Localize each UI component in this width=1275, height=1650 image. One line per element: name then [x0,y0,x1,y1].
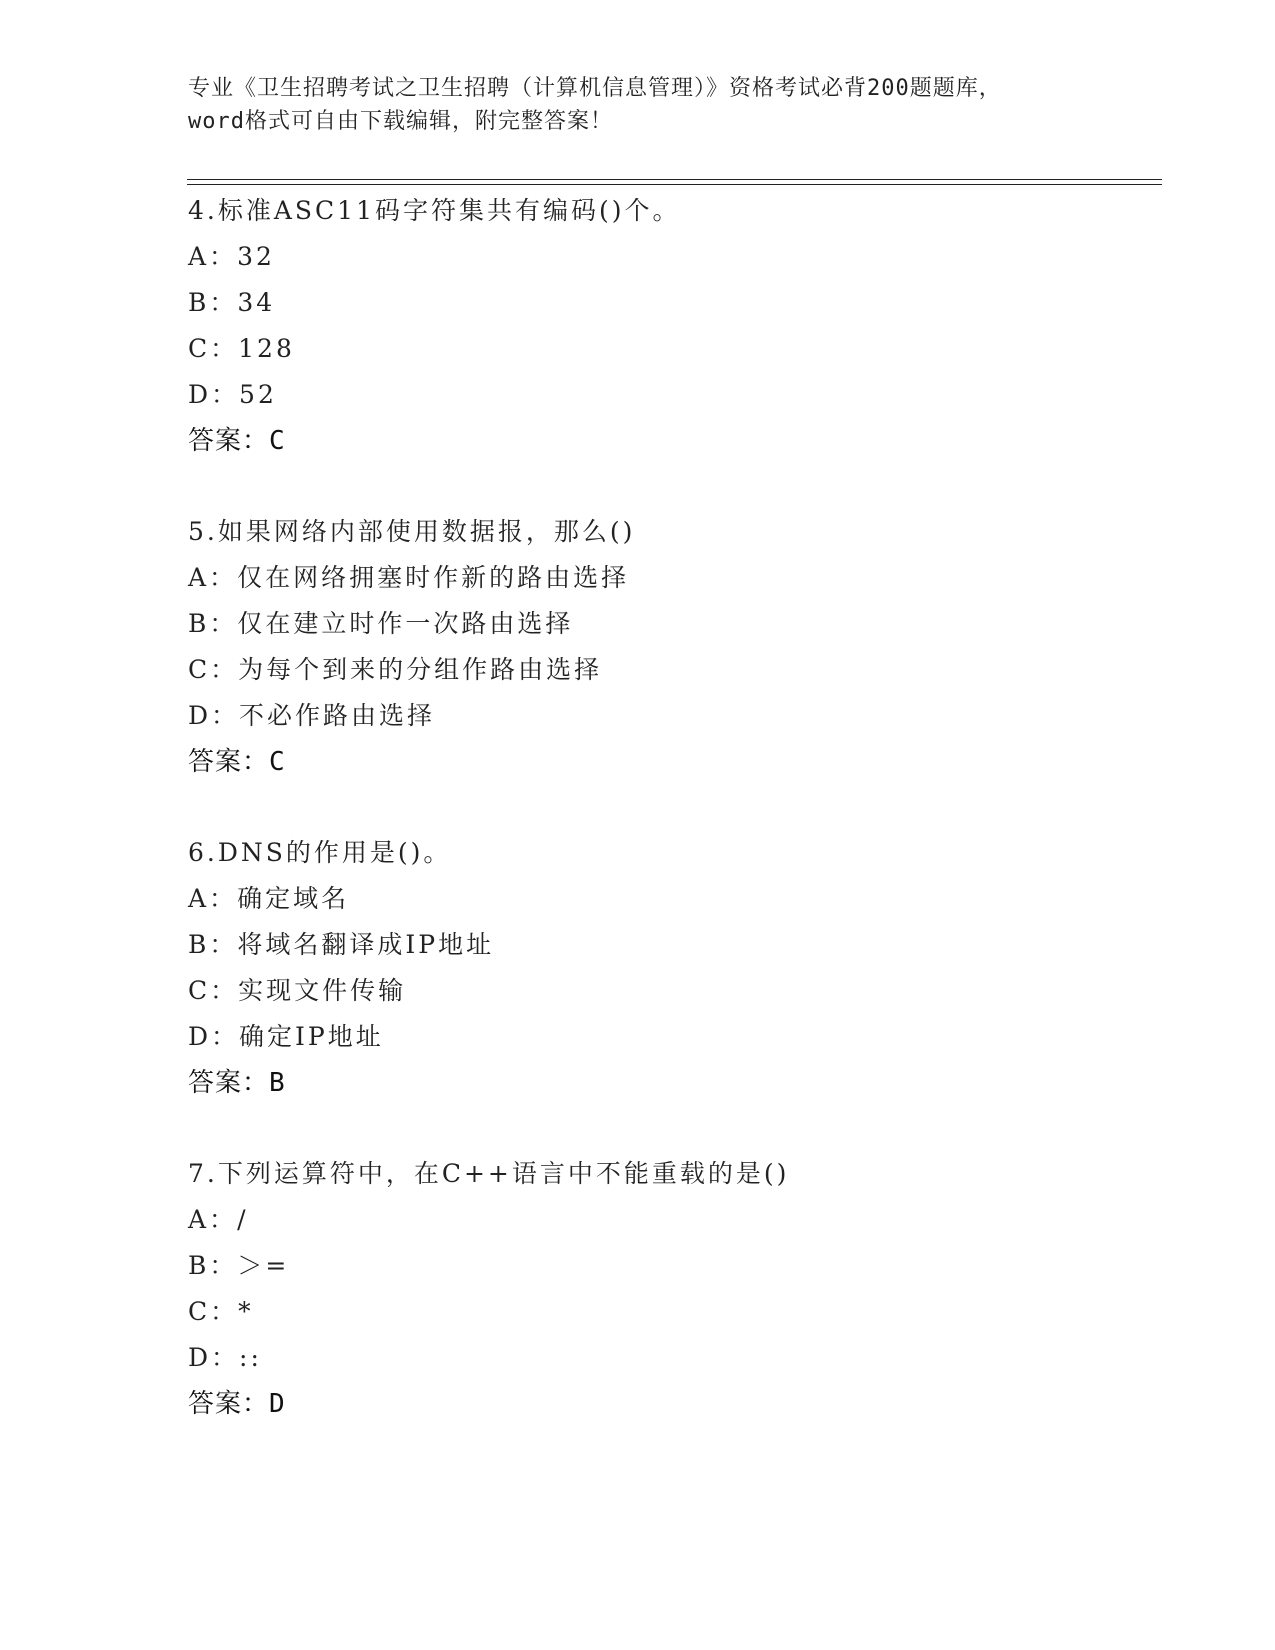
option-key: A： [188,1205,238,1234]
question-spacer [188,464,1138,509]
option-key: B： [188,609,238,638]
option-c [188,968,1138,1014]
option-key: D： [188,1343,240,1372]
question-5 [188,509,1138,785]
option-text: 52 [239,380,277,409]
option-key: D： [188,380,240,409]
option-d [188,693,1138,739]
question-4 [188,188,1138,464]
option-key: A： [188,563,238,592]
option-a [188,876,1138,922]
answer-line: 答案：D [188,1389,286,1419]
document-header [188,72,1088,138]
option-key: B： [188,930,238,959]
header-divider-top [187,179,1162,180]
option-key: A： [188,242,238,271]
option-a [188,234,1138,280]
option-text: 为每个到来的分组作路由选择 [238,655,603,684]
option-text: 34 [237,288,276,317]
option-text: ＞= [237,1251,290,1280]
option-text: 32 [237,242,275,271]
question-list [188,188,1138,1427]
option-text: 128 [238,334,295,363]
question-stem: 6.DNS的作用是()。 [188,838,452,867]
option-text: 将域名翻译成IP地址 [237,930,495,959]
option-key: C： [188,334,239,363]
answer-line: 答案：C [188,426,286,456]
option-text: / [237,1205,249,1234]
option-text: 仅在建立时作一次路由选择 [237,609,574,638]
option-b [188,280,1138,326]
option-c [188,326,1138,372]
option-c [188,647,1138,693]
option-key: D： [188,701,240,730]
question-7 [188,1151,1138,1427]
option-c [188,1289,1138,1335]
option-d [188,1335,1138,1381]
option-text: 确定IP地址 [239,1022,384,1051]
option-d [188,1014,1138,1060]
question-stem: 4.标准ASC11码字符集共有编码()个。 [188,196,681,225]
option-text: 实现文件传输 [238,976,407,1005]
question-stem: 7.下列运算符中，在C++语言中不能重载的是() [188,1159,790,1188]
option-key: B： [188,288,238,317]
header-divider-bottom [187,184,1162,185]
option-b [188,601,1138,647]
option-text: 仅在网络拥塞时作新的路由选择 [237,563,630,592]
option-a [188,555,1138,601]
option-a [188,1197,1138,1243]
option-key: D： [188,1022,240,1051]
option-b [188,1243,1138,1289]
question-stem: 5.如果网络内部使用数据报，那么() [188,517,636,546]
option-key: C： [188,655,239,684]
option-key: A： [188,884,238,913]
option-b [188,922,1138,968]
option-d [188,372,1138,418]
answer-line: 答案：C [188,747,286,777]
option-text: 确定域名 [237,884,350,913]
question-spacer [188,1106,1138,1151]
option-text: :: [239,1343,262,1372]
option-text: * [238,1297,254,1326]
header-line-2: word格式可自由下载编辑，附完整答案！ [188,109,613,134]
answer-line: 答案：B [188,1068,286,1098]
option-key: C： [188,976,239,1005]
question-6 [188,830,1138,1106]
header-line-1: 专业《卫生招聘考试之卫生招聘（计算机信息管理）》资格考试必背200题题库， [188,76,1002,101]
option-key: B： [188,1251,238,1280]
question-spacer [188,785,1138,830]
option-text: 不必作路由选择 [239,701,436,730]
option-key: C： [188,1297,239,1326]
